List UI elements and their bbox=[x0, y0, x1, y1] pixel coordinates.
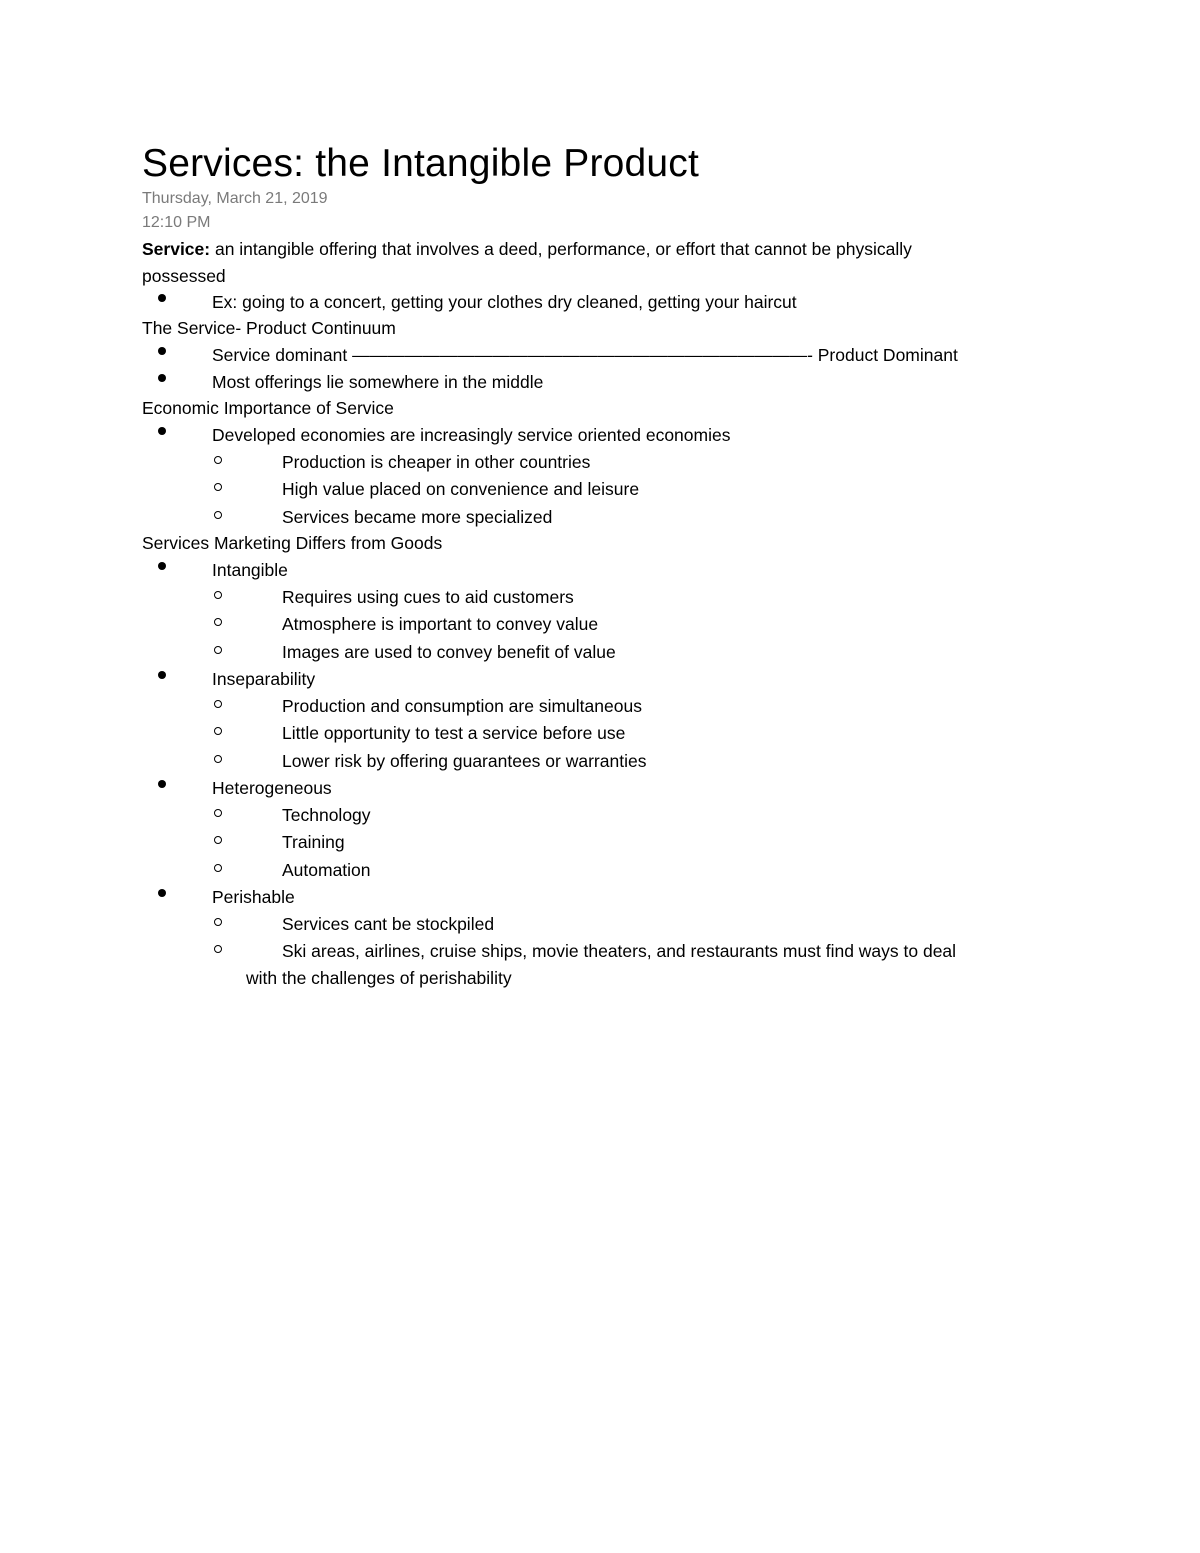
circle-bullet-icon bbox=[214, 809, 222, 817]
continuum-heading: The Service- Product Continuum bbox=[142, 318, 396, 338]
circle-bullet-icon bbox=[214, 727, 222, 735]
page-date: Thursday, March 21, 2019 bbox=[142, 190, 328, 207]
circle-bullet-icon bbox=[214, 918, 222, 926]
marketing-subitem: Images are used to convey benefit of value bbox=[282, 642, 616, 662]
circle-bullet-icon bbox=[214, 646, 222, 654]
definition-continuation: possessed bbox=[142, 266, 226, 286]
bullet-icon bbox=[158, 427, 166, 435]
circle-bullet-icon bbox=[214, 483, 222, 491]
definition-line bbox=[142, 236, 912, 262]
circle-bullet-icon bbox=[214, 700, 222, 708]
marketing-group-label: Heterogeneous bbox=[212, 778, 332, 798]
bullet-icon bbox=[158, 374, 166, 382]
marketing-subitem: Requires using cues to aid customers bbox=[282, 587, 574, 607]
bullet-icon bbox=[158, 889, 166, 897]
circle-bullet-icon bbox=[214, 591, 222, 599]
circle-bullet-icon bbox=[214, 945, 222, 953]
marketing-group-label: Inseparability bbox=[212, 669, 316, 689]
circle-bullet-icon bbox=[214, 456, 222, 464]
marketing-heading: Services Marketing Differs from Goods bbox=[142, 533, 443, 553]
page-time: 12:10 PM bbox=[142, 214, 211, 231]
bullet-icon bbox=[158, 780, 166, 788]
bullet-icon bbox=[158, 347, 166, 355]
definition-text: an intangible offering that involves a deed, performance, or effort that cannot be physically bbox=[210, 239, 912, 259]
marketing-subitem: Ski areas, airlines, cruise ships, movie theaters, and restaurants must find ways to deal bbox=[282, 941, 957, 961]
circle-bullet-icon bbox=[214, 511, 222, 519]
economic-subitem: Production is cheaper in other countries bbox=[282, 452, 591, 472]
bullet-icon bbox=[158, 671, 166, 679]
marketing-subitem: Automation bbox=[282, 860, 371, 880]
marketing-subitem: Lower risk by offering guarantees or warranties bbox=[282, 751, 647, 771]
circle-bullet-icon bbox=[214, 864, 222, 872]
circle-bullet-icon bbox=[214, 755, 222, 763]
economic-item: Developed economies are increasingly service oriented economies bbox=[212, 425, 731, 445]
economic-subitem: Services became more specialized bbox=[282, 507, 553, 527]
continuum-item: Service dominant ——————————————————————————- Product Dominant bbox=[212, 345, 958, 365]
page-title: Services: the Intangible Product bbox=[142, 142, 700, 185]
marketing-subitem: Technology bbox=[282, 805, 371, 825]
marketing-subitem: Little opportunity to test a service before use bbox=[282, 723, 626, 743]
marketing-group-label: Perishable bbox=[212, 887, 295, 907]
example-item: Ex: going to a concert, getting your clothes dry cleaned, getting your haircut bbox=[212, 292, 797, 312]
marketing-subitem-continuation: with the challenges of perishability bbox=[246, 968, 512, 988]
definition-term: Service: bbox=[142, 239, 211, 259]
marketing-subitem: Atmosphere is important to convey value bbox=[282, 614, 599, 634]
marketing-subitem: Training bbox=[282, 832, 345, 852]
economic-heading: Economic Importance of Service bbox=[142, 398, 394, 418]
circle-bullet-icon bbox=[214, 618, 222, 626]
circle-bullet-icon bbox=[214, 836, 222, 844]
bullet-icon bbox=[158, 294, 166, 302]
bullet-icon bbox=[158, 562, 166, 570]
continuum-item: Most offerings lie somewhere in the middle bbox=[212, 372, 544, 392]
marketing-group-label: Intangible bbox=[212, 560, 288, 580]
marketing-subitem: Services cant be stockpiled bbox=[282, 914, 495, 934]
marketing-subitem: Production and consumption are simultaneous bbox=[282, 696, 642, 716]
economic-subitem: High value placed on convenience and leisure bbox=[282, 479, 640, 499]
